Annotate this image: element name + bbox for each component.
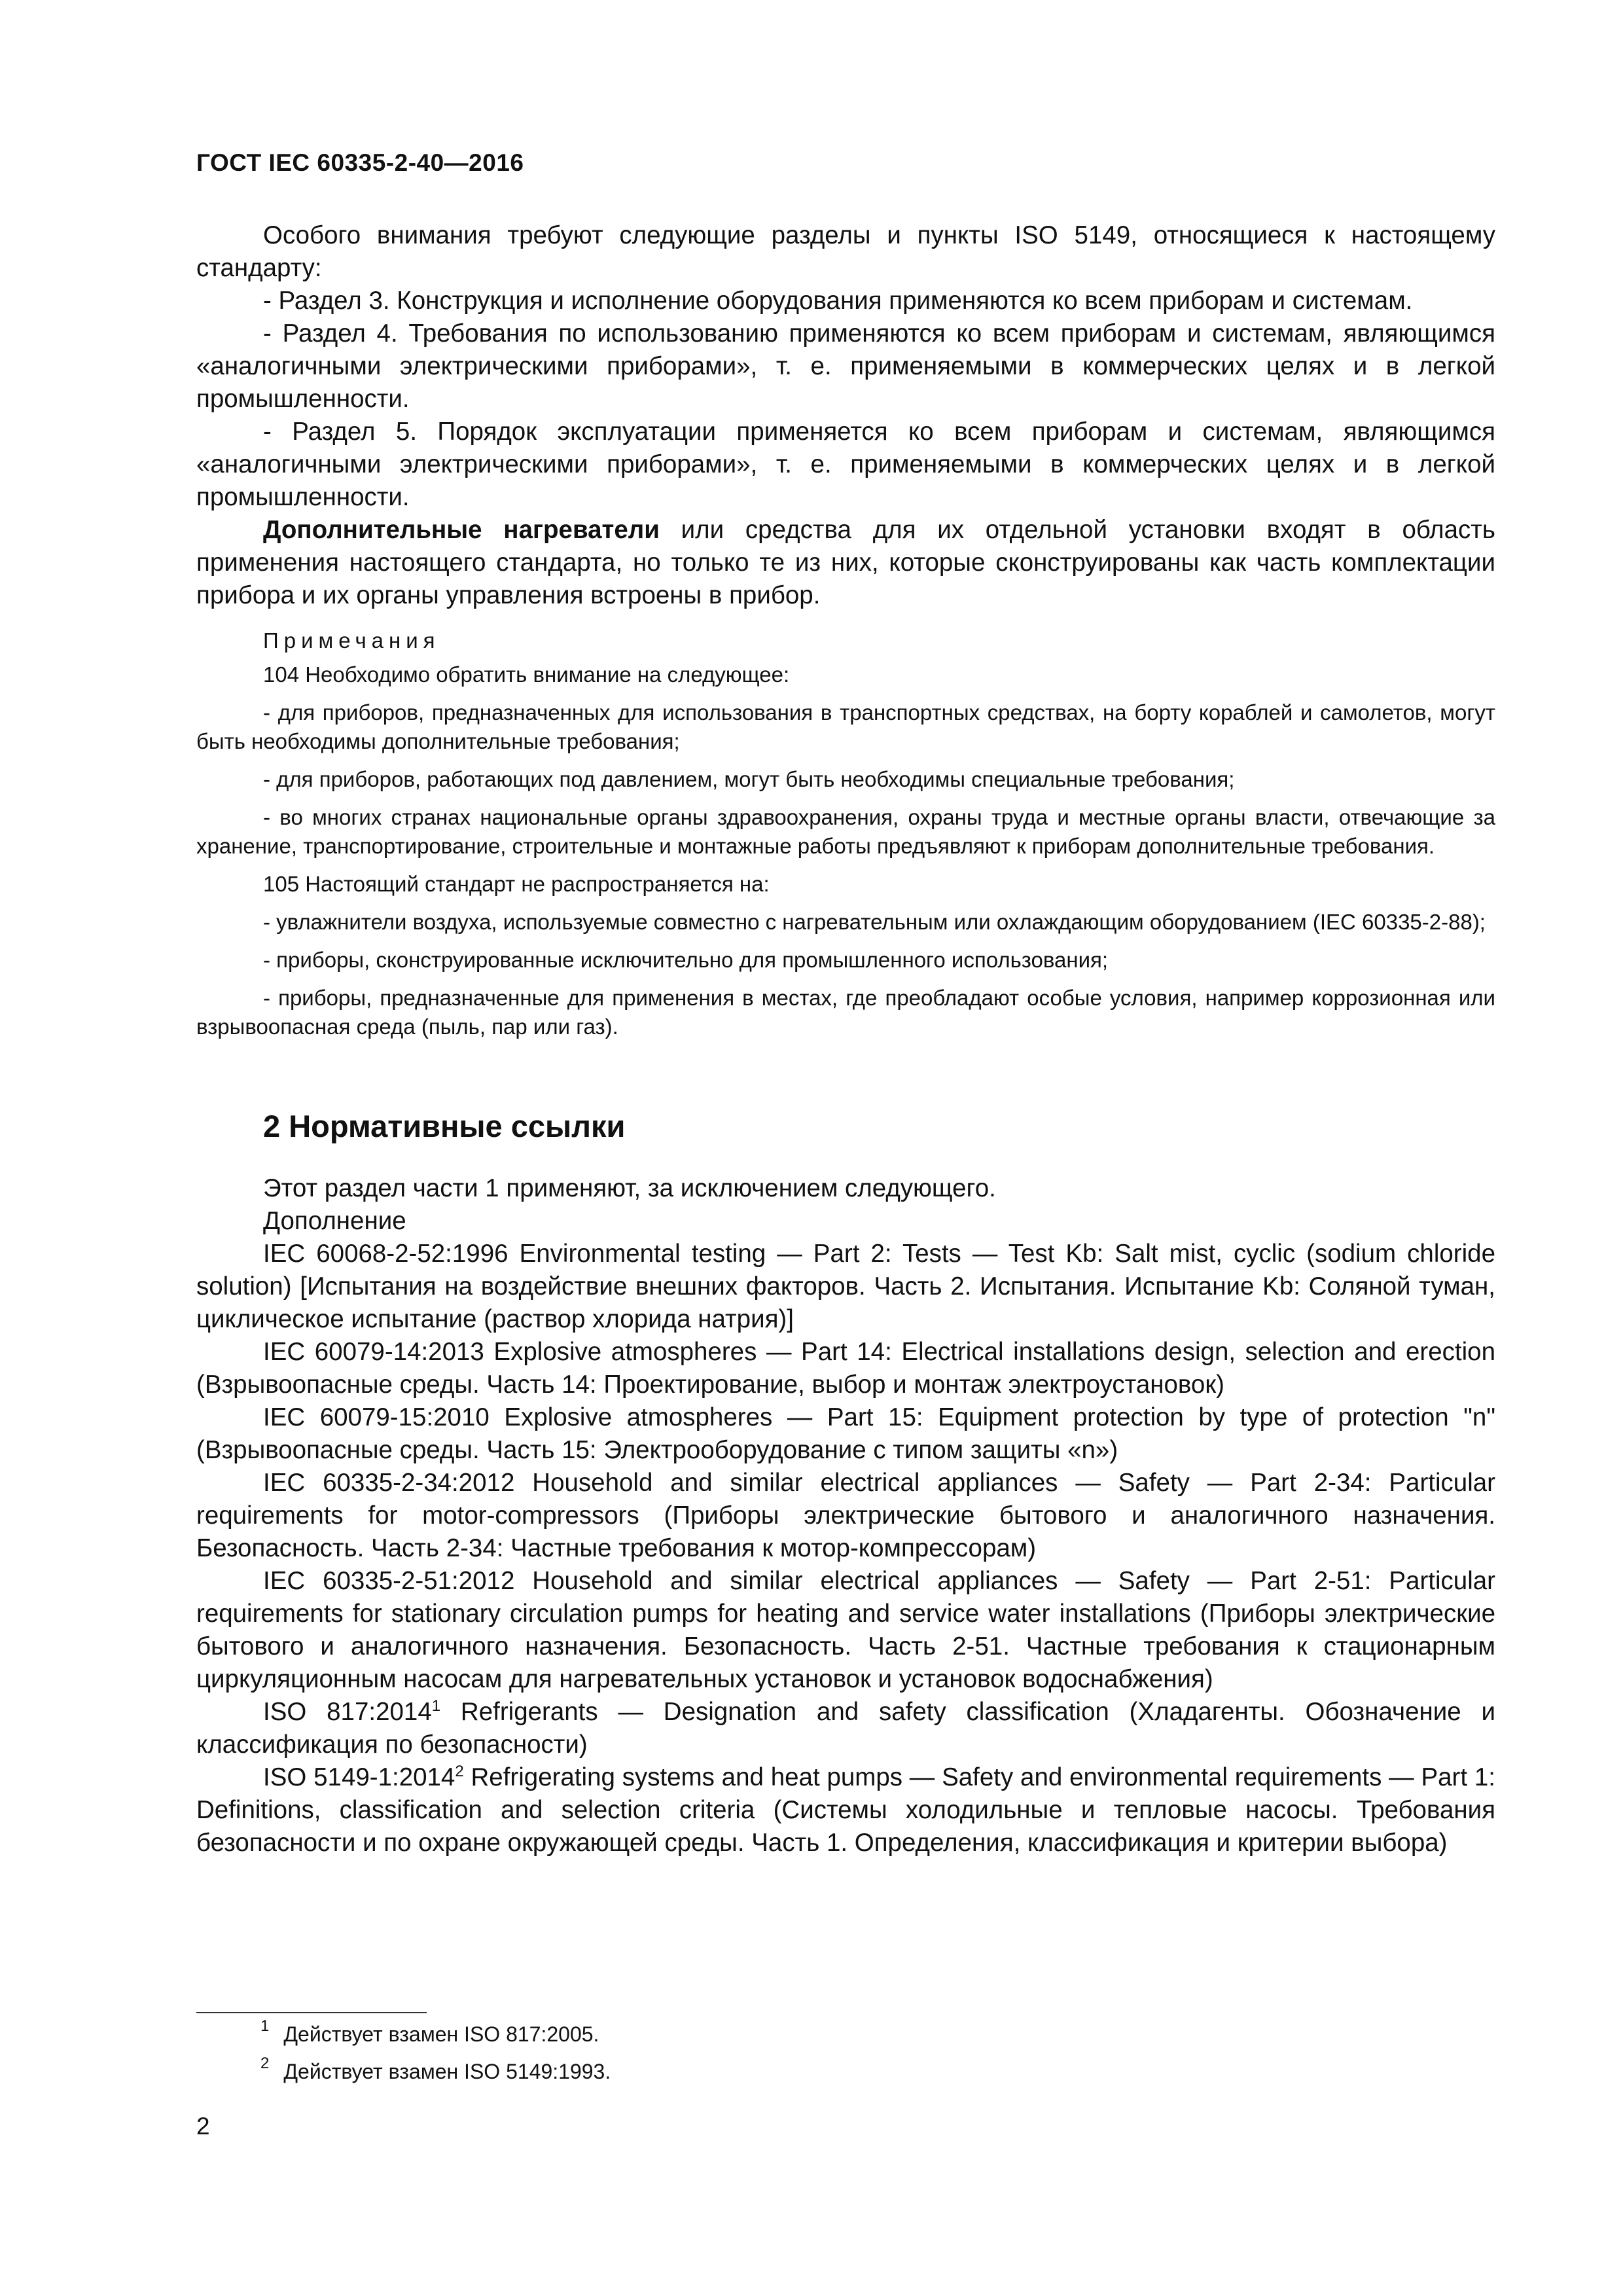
reference-iec-60079-14: IEC 60079-14:2013 Explosive atmospheres — Part 14: Electrical installations design, selection and erection (Взрывоопасные среды. Часть 14: Проектирование, выбор и монтаж электроустановок) xyxy=(196,1338,1495,1399)
reference-iso-5149-1 xyxy=(196,1761,1495,1859)
heaters-paragraph xyxy=(196,514,1495,612)
footnote-text: Действует взамен ISO 817:2005. xyxy=(283,2022,599,2046)
intro-item-section5: - Раздел 5. Порядок эксплуатации применяется ко всем приборам и системам, являющимся «аналогичными электрическими приборами», т. е. применяемыми в коммерческих целях и в легкой промышленности. xyxy=(196,418,1495,511)
reference-iec-60335-2-51: IEC 60335-2-51:2012 Household and similar electrical appliances — Safety — Part 2-51: Particular requirements for stationary circulation pumps for heating and service water installations (Приборы электрические бытового и аналогичного назначения. Безопасность. Часть 2-51. Частные требования к стационарным циркуляционным насосам для нагревательных установок и установок водоснабжения) xyxy=(196,1567,1495,1693)
intro-item-section3: - Раздел 3. Конструкция и исполнение оборудования применяются ко всем приборам и системам. xyxy=(263,287,1413,315)
footnote-marker: 2 xyxy=(455,1763,464,1781)
section-2-addition: Дополнение xyxy=(263,1207,406,1235)
intro-item-section4: - Раздел 4. Требования по использованию применяются ко всем приборам и системам, являющимся «аналогичными электрическими приборами», т. е. применяемыми в коммерческих целях и в легкой промышленности. xyxy=(196,319,1495,413)
note-104-item: - для приборов, предназначенных для использования в транспортных средствах, на борту кораблей и самолетов, могут быть необходимы дополнительные требования; xyxy=(196,700,1495,753)
intro-lead: Особого внимания требуют следующие разделы и пункты ISO 5149, относящиеся к настоящему стандарту: xyxy=(196,221,1495,282)
section-2-lead: Этот раздел части 1 применяют, за исключением следующего. xyxy=(263,1174,996,1202)
heaters-term: Дополнительные нагреватели xyxy=(263,516,660,544)
reference-iec-60068-2-52: IEC 60068-2-52:1996 Environmental testing — Part 2: Tests — Test Kb: Salt mist, cyclic (sodium chloride solution) [Испытания на воздействие внешних факторов. Часть 2. Испытания. Испытание Kb: Соляной туман, циклическое испытание (раствор хлорида натрия)] xyxy=(196,1240,1495,1333)
footnote-2 xyxy=(260,2054,611,2084)
note-104: 104 Необходимо обратить внимание на следующее: xyxy=(263,662,790,687)
note-105-item: - увлажнители воздуха, используемые совместно с нагревательным или охлаждающим оборудованием (IEC 60335-2-88); xyxy=(263,910,1486,934)
document-header-id: ГОСТ IEC 60335-2-40—2016 xyxy=(196,149,524,176)
section-2-heading: 2 Нормативные ссылки xyxy=(263,1109,626,1143)
footnote-number: 2 xyxy=(260,2054,270,2073)
note-104-item: - для приборов, работающих под давлением, могут быть необходимы специальные требования; xyxy=(263,767,1235,791)
note-105-item: - приборы, предназначенные для применения в местах, где преобладают особые условия, например коррозионная или взрывоопасная среда (пыль, пар или газ). xyxy=(196,986,1495,1039)
footnote-marker: 1 xyxy=(431,1697,441,1715)
footnote-separator xyxy=(196,2012,427,2013)
note-105: 105 Настоящий стандарт не распространяется на: xyxy=(263,872,770,896)
footnote-1 xyxy=(260,2017,599,2047)
reference-code: ISO 817:2014 xyxy=(263,1698,432,1726)
reference-text: Refrigerating systems and heat pumps — Safety and environmental requirements — Part 1: Definitions, classification and selection criteria (Системы холодильные и тепловые насосы. Требования безопасности и по охране окружающей среды. Часть 1. Определения, классификация и критерии выбора) xyxy=(196,1763,1495,1857)
note-104-item: - во многих странах национальные органы здравоохранения, охраны труда и местные органы власти, отвечающие за хранение, транспортирование, строительные и монтажные работы предъявляют к приборам дополнительные требования. xyxy=(196,805,1495,858)
reference-iec-60335-2-34: IEC 60335-2-34:2012 Household and similar electrical appliances — Safety — Part 2-34: Particular requirements for motor-compressors (Приборы электрические бытового и аналогичного назначения. Безопасность. Часть 2-34: Частные требования к мотор-компрессорам) xyxy=(196,1469,1495,1562)
heaters-text: или средства для их отдельной установки входят в область применения настоящего стандарта, но только те из них, которые сконструированы как часть комплектации прибора и их органы управления встроены в прибор. xyxy=(196,516,1495,609)
reference-iec-60079-15: IEC 60079-15:2010 Explosive atmospheres — Part 15: Equipment protection by type of protection "n" (Взрывоопасные среды. Часть 15: Электрооборудование с типом защиты «n») xyxy=(196,1403,1495,1464)
reference-code: ISO 5149-1:2014 xyxy=(263,1763,455,1791)
note-105-item: - приборы, сконструированные исключительно для промышленного использования; xyxy=(263,948,1109,972)
notes-title: Примечания xyxy=(263,628,440,653)
page-content xyxy=(196,219,1495,1859)
footnote-number: 1 xyxy=(260,2017,270,2036)
reference-text: Refrigerants — Designation and safety classification (Хладагенты. Обозначение и классификация по безопасности) xyxy=(196,1698,1495,1759)
reference-iso-817 xyxy=(196,1696,1495,1761)
footnote-text: Действует взамен ISO 5149:1993. xyxy=(283,2060,611,2083)
page-number: 2 xyxy=(196,2113,210,2140)
